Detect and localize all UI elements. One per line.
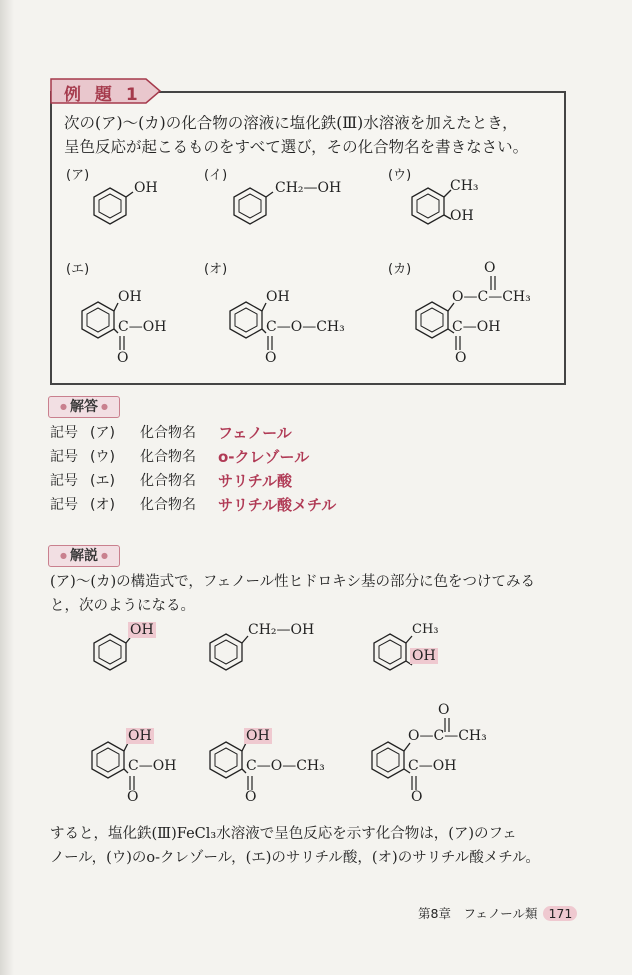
- answer-key-label: 記号: [50, 449, 78, 465]
- example-tab: [50, 78, 162, 104]
- highlighted-oh: OH: [246, 728, 270, 744]
- compound-f-top-o: O: [484, 260, 496, 276]
- exp-d-oh: [126, 728, 154, 744]
- compound-f-acetoxy: O—C—CH₃: [452, 289, 531, 305]
- exp-e-ester: C—O—CH₃: [246, 758, 325, 774]
- compound-d-label: (エ): [66, 262, 90, 277]
- exp-c-oh: [410, 648, 438, 664]
- answer-symbol: (エ): [90, 473, 115, 489]
- answer-badge-label: 解答: [69, 399, 98, 415]
- compound-d-oh: OH: [118, 289, 142, 305]
- compound-d-o: O: [117, 350, 129, 366]
- answer-name-label: 化合物名: [140, 497, 196, 513]
- answer-symbol: (オ): [90, 497, 115, 513]
- compound-e-o: O: [265, 350, 277, 366]
- answer-symbol: (ア): [90, 425, 115, 441]
- compound-c-label: (ウ): [388, 168, 412, 183]
- page-footer: [418, 904, 577, 922]
- compound-c-oh: OH: [450, 208, 474, 224]
- answer-key-label: 記号: [50, 473, 78, 489]
- explanation-line-1: (ア)〜(カ)の構造式で，フェノール性ヒドロキシ基の部分に色をつけてみる: [50, 574, 536, 590]
- conclusion-line-1: すると，塩化鉄(Ⅲ)FeCl₃水溶液で呈色反応を示す化合物は，(ア)のフェ: [50, 826, 517, 842]
- badge-dot-icon: ●: [60, 402, 67, 411]
- exp-a-oh: [128, 622, 156, 638]
- exp-c-ch3: CH₃: [412, 622, 439, 637]
- benzene-ring-icon: [370, 632, 410, 672]
- question-line-1: 次の(ア)〜(カ)の化合物の溶液に塩化鉄(Ⅲ)水溶液を加えたとき，: [64, 114, 518, 132]
- compound-f-cooh: C—OH: [452, 319, 501, 335]
- answer-key-label: 記号: [50, 425, 78, 441]
- explanation-line-2: と，次のようになる。: [50, 598, 195, 614]
- highlighted-oh: OH: [128, 728, 152, 744]
- answer-symbol: (ウ): [90, 449, 115, 465]
- benzene-ring-icon: [206, 632, 246, 672]
- conclusion-line-2: ノール，(ウ)のo-クレゾール，(エ)のサリチル酸，(オ)のサリチル酸メチル。: [50, 850, 540, 866]
- page-number: 171: [543, 906, 577, 921]
- compound-b-group: CH₂—OH: [275, 180, 342, 196]
- compound-f-label: (カ): [388, 262, 412, 277]
- answer-compound-name: サリチル酸: [218, 472, 292, 490]
- exp-f-bottom-o: O: [411, 789, 423, 805]
- exp-b-group: CH₂—OH: [248, 622, 315, 638]
- exp-e-o: O: [245, 789, 257, 805]
- answer-compound-name: o-クレゾール: [218, 448, 310, 466]
- benzene-ring-icon: [78, 300, 118, 340]
- exp-d-cooh: C—OH: [128, 758, 177, 774]
- highlighted-oh: OH: [130, 622, 154, 638]
- exp-e-oh: [244, 728, 272, 744]
- explanation-badge-label: 解説: [69, 548, 98, 564]
- answer-key-label: 記号: [50, 497, 78, 513]
- badge-dot-icon: ●: [100, 551, 108, 560]
- highlighted-oh: OH: [412, 648, 436, 664]
- question-text: [64, 111, 554, 159]
- benzene-ring-icon: [226, 300, 266, 340]
- compound-f-bottom-o: O: [455, 350, 467, 366]
- answer-compound-name: フェノール: [218, 424, 292, 442]
- exp-f-acetoxy: O—C—CH₃: [408, 728, 487, 744]
- chapter-title: 第8章 フェノール類: [418, 906, 538, 921]
- benzene-ring-icon: [412, 300, 452, 340]
- answer-name-label: 化合物名: [140, 449, 196, 465]
- answer-compound-name: サリチル酸メチル: [218, 496, 337, 514]
- compound-b-label: (イ): [204, 168, 228, 183]
- benzene-ring-icon: [206, 740, 246, 780]
- example-tab-label: 例 題 1: [64, 85, 142, 105]
- badge-dot-icon: ●: [60, 551, 67, 560]
- benzene-ring-icon: [230, 186, 270, 226]
- compound-a-label: (ア): [66, 168, 90, 183]
- question-line-2: 呈色反応が起こるものをすべて選び，その化合物名を書きなさい。: [64, 138, 529, 156]
- compound-a-oh: OH: [134, 180, 158, 196]
- benzene-ring-icon: [88, 740, 128, 780]
- exp-d-o: O: [127, 789, 139, 805]
- compound-e-label: (オ): [204, 262, 228, 277]
- page-gutter-shadow: [0, 0, 14, 975]
- benzene-ring-icon: [368, 740, 408, 780]
- benzene-ring-icon: [90, 632, 130, 672]
- benzene-ring-icon: [408, 186, 448, 226]
- compound-e-oh: OH: [266, 289, 290, 305]
- answer-name-label: 化合物名: [140, 473, 196, 489]
- answer-badge: [48, 396, 120, 418]
- compound-e-ester: C—O—CH₃: [266, 319, 345, 335]
- benzene-ring-icon: [90, 186, 130, 226]
- exp-f-top-o: O: [438, 702, 450, 718]
- exp-f-cooh: C—OH: [408, 758, 457, 774]
- badge-dot-icon: ●: [100, 402, 108, 411]
- answer-name-label: 化合物名: [140, 425, 196, 441]
- explanation-text: [50, 570, 570, 618]
- compound-c-ch3: CH₃: [450, 178, 479, 194]
- explanation-badge: [48, 545, 120, 567]
- compound-d-cooh: C—OH: [118, 319, 167, 335]
- conclusion-text: [50, 822, 570, 870]
